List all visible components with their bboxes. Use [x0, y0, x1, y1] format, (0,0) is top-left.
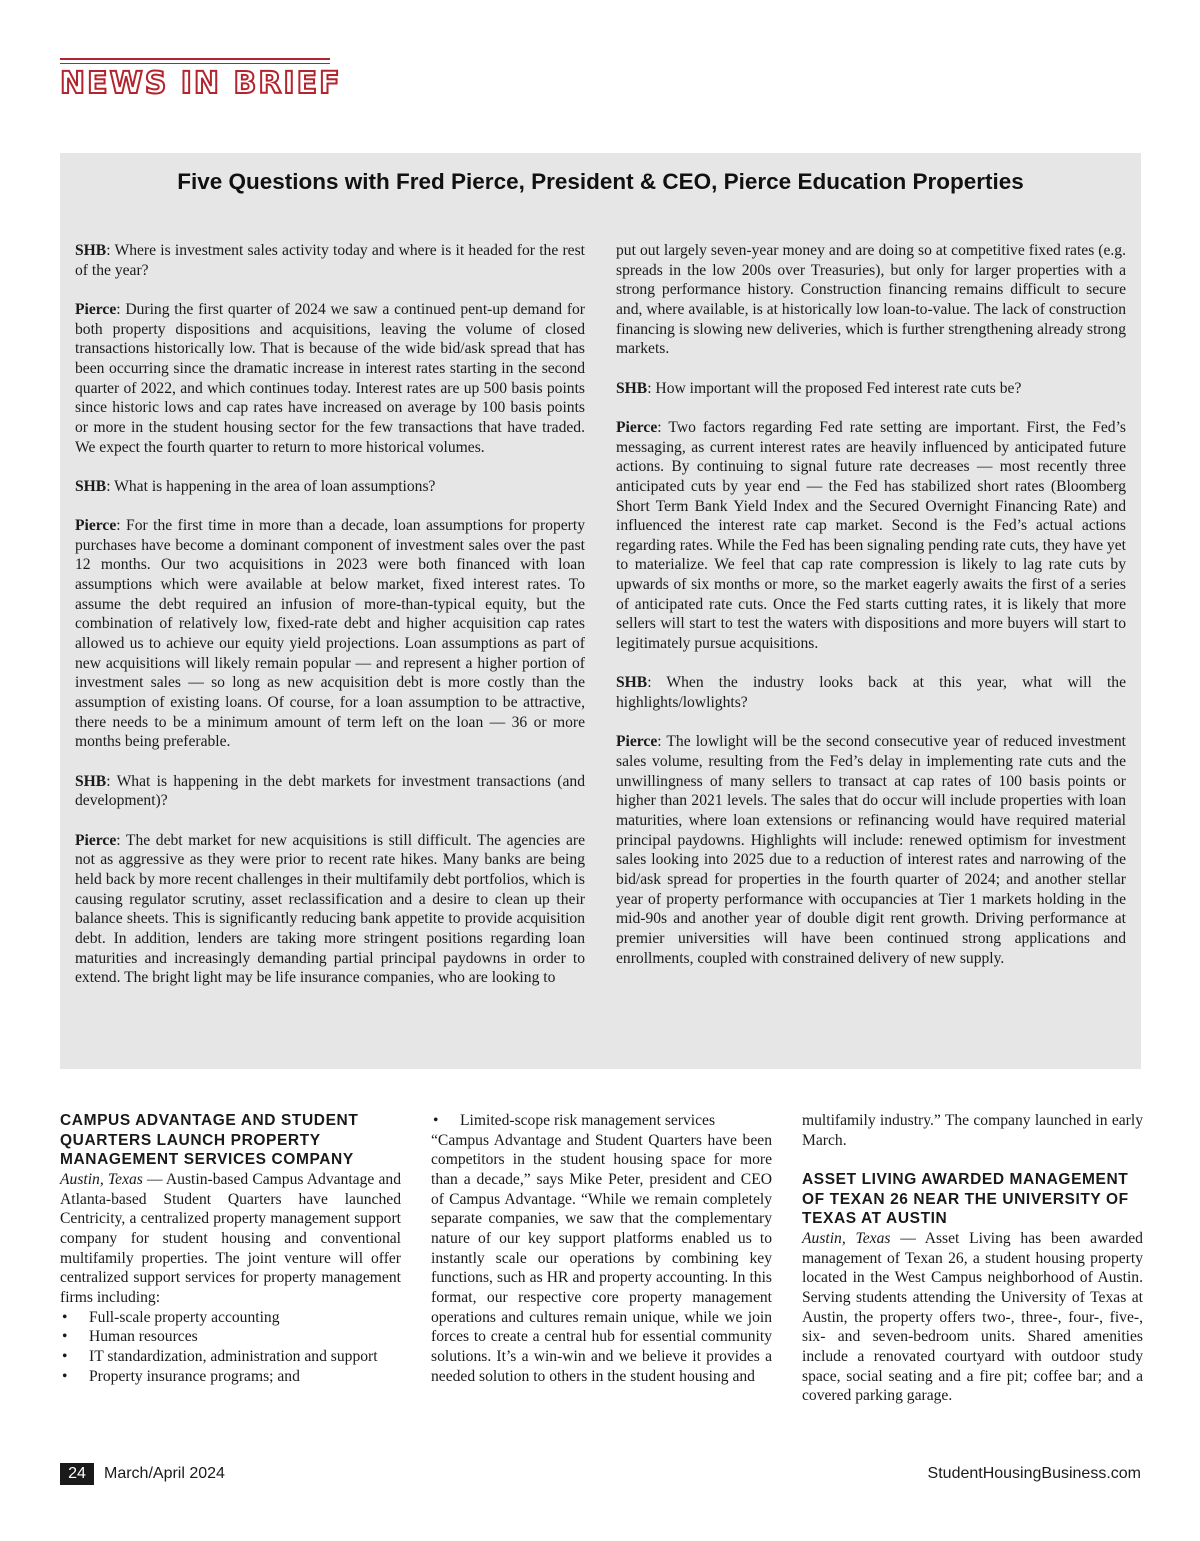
story-dateline: Austin, Texas	[802, 1229, 891, 1247]
list-item: • Limited-scope risk management services	[431, 1111, 772, 1131]
qa-paragraph	[616, 732, 1126, 968]
speaker-label: Pierce	[616, 733, 658, 751]
speaker-label: Pierce	[75, 831, 117, 849]
qa-paragraph	[75, 772, 585, 811]
qa-paragraph	[75, 516, 585, 752]
list-item: • IT standardization, administration and support	[60, 1347, 401, 1367]
qa-text: : The lowlight will be the second consecutive year of reduced investment sales volume, resulting from the Fed’s delay in implementing rate cuts and the unwillingness of many sellers to transact at cap rates of 100 basis points or higher than 2021 levels. The sales that do occur will include properties with loan maturities, where loan extensions or refinancing would have required material principal paydowns. Highlights will include: renewed optimism for investment sales looking into 2025 due to a reduction of interest rates and narrowing of the bid/ask spread for properties in the fourth quarter of 2024; and another stellar year of property performance with occupancies at Tier 1 markets holding in the mid-90s and another year of double digit rent growth. Driving performance at premier universities will have been continued strong applications and enrollments, coupled with constrained delivery of new supply.	[616, 733, 1126, 967]
qa-text: : What is happening in the debt markets for investment transactions (and development)?	[75, 772, 585, 810]
news-column-1	[60, 1111, 401, 1386]
header-rule-bottom	[60, 63, 330, 64]
story-continued: multifamily industry.” The company launched in early March.	[802, 1112, 1143, 1149]
story-body	[60, 1170, 401, 1308]
qa-text: : During the first quarter of 2024 we saw a continued pent-up demand for both property dispositions and acquisitions, leaving the volume of closed transactions historically low. That is because of the wide bid/ask spread that has been occurring since the dramatic increase in interest rates starting in the second quarter of 2022, and which continues today. Interest rates are up 500 basis points since historic lows and cap rates have increased on average by 100 basis points or more in the student housing sector for the few transactions that have traded. We expect the fourth quarter to return to more historical volumes.	[75, 300, 585, 456]
qa-left-column	[75, 241, 585, 988]
website-link[interactable]: StudentHousingBusiness.com	[927, 1465, 1141, 1482]
qa-text: : Two factors regarding Fed rate setting are important. First, the Fed’s messaging, as current interest rates are heavily influenced by anticipated future actions. By continuing to signal future rate decreases — most recently three anticipated cuts by year end — the Fed has stabilized short rates (Bloomberg Short Term Bank Yield Index and the Secured Overnight Financing Rate) and influenced the interest rate cap market. Second is the Fed’s actual actions regarding rates. While the Fed has been signaling pending rate cuts, they have yet to materialize. We feel that cap rate compression is likely to lag rate cuts by upwards of six months or more, so the market eagerly awaits the first of a series of anticipated rate cuts. Once the Fed starts cutting rates, it is likely that more sellers will start to test the waters with dispositions and more buyers will start to legitimately pursue acquisitions.	[616, 418, 1126, 653]
qa-text: : What is happening in the area of loan assumptions?	[106, 477, 436, 495]
qa-paragraph	[616, 379, 1126, 399]
page-number: 24	[60, 1463, 94, 1485]
list-item: • Human resources	[60, 1327, 401, 1347]
qa-text: : Where is investment sales activity today and where is it headed for the rest of the year?	[75, 242, 585, 279]
header-rule-top	[60, 58, 330, 60]
story-headline: CAMPUS ADVANTAGE AND STUDENT QUARTERS LAUNCH PROPERTY MANAGEMENT SERVICES COMPANY	[60, 1112, 359, 1169]
qa-text: : For the first time in more than a decade, loan assumptions for property purchases have become a dominant component of investment sales over the past 12 months. Our two acquisitions in 2023 were both financed with loan assumptions which were available at below market, fixed interest rates. To assume the debt required an infusion of more-than-typical equity, but the combination of relatively low, fixed-rate debt and higher acquisition cap rates allowed us to achieve our equity yield projections. Loan assumptions as part of new acquisitions will likely remain popular — and represent a higher portion of investment sales — so long as new acquisition debt is more costly than the assumption of existing loans. Of course, for a loan assumption to be attractive, there needs to be a minimum amount of term left on the loan — 36 or more months being preferable.	[75, 517, 585, 751]
qa-text: : How important will the proposed Fed interest rate cuts be?	[647, 379, 1022, 397]
section-title: NEWS IN BRIEF	[60, 66, 342, 101]
qa-paragraph	[616, 418, 1126, 654]
speaker-label: SHB	[616, 674, 648, 692]
speaker-label: Pierce	[75, 300, 117, 318]
speaker-label: Pierce	[75, 517, 117, 535]
story-headline: ASSET LIVING AWARDED MANAGEMENT OF TEXAN 26 NEAR THE UNIVERSITY OF TEXAS AT AUSTIN	[802, 1170, 1129, 1228]
news-column-2	[431, 1111, 772, 1386]
qa-paragraph	[75, 477, 585, 497]
story-quote: “Campus Advantage and Student Quarters have been competitors in the student housing space for more than a decade,” says Mike Peter, president and CEO of Campus Advantage. “While we remain completely separate companies, we saw that the complementary nature of our key support platforms enabled us to instantly scale our operations by combining key functions, such as HR and property accounting. In this format, our respective core property management operations and cultures remain unique, while we join forces to create a central hub for essential community solutions. It’s a win-win and we believe it provides a needed solution to others in the student housing and	[431, 1131, 772, 1385]
list-item: • Property insurance programs; and	[60, 1367, 401, 1387]
speaker-label: Pierce	[616, 418, 658, 436]
qa-paragraph	[75, 300, 585, 457]
qa-paragraph	[75, 241, 585, 280]
qa-text: put out largely seven-year money and are doing so at competitive fixed rates (e.g. spreads in the low 200s over Treasuries), but only for larger properties with a strong performance history. Construction financing remains difficult to secure and, where available, is at historically low loan-to-value. The lack of construction financing is slowing new deliveries, which is further strengthening already strong markets.	[616, 242, 1126, 358]
issue-date: March/April 2024	[104, 1465, 225, 1482]
news-column-3	[802, 1111, 1143, 1406]
story-text: — Asset Living has been awarded management of Texan 26, a student housing property located in the West Campus neighborhood of Austin. Serving students attending the University of Texas at Austin, the property offers two-, three-, four-, five-, six- and seven-bedroom units. Shared amenities include a renovated courtyard with outdoor study space, social seating and a fire pit; coffee bar; and a covered parking garage.	[802, 1229, 1143, 1405]
story-body	[802, 1229, 1143, 1406]
services-list-continued	[431, 1111, 772, 1131]
qa-paragraph	[616, 673, 1126, 712]
speaker-label: SHB	[616, 379, 648, 397]
qa-text: : The debt market for new acquisitions is still difficult. The agencies are not as aggressive as they were prior to recent rate hikes. Many banks are being held back by more recent challenges in their multifamily debt portfolios, which is causing regulator scrutiny, asset reclassification and a desire to clean up their balance sheets. This is significantly reducing bank appetite to provide acquisition debt. In addition, lenders are taking more stringent positions regarding loan maturities and increasingly demanding partial principal paydowns in order to extend. The bright light may be life insurance companies, who are looking to	[75, 831, 585, 987]
speaker-label: SHB	[75, 477, 107, 495]
qa-text: : When the industry looks back at this year, what will the highlights/lowlights?	[616, 674, 1126, 712]
qa-paragraph	[616, 241, 1126, 359]
story-text: — Austin-based Campus Advantage and Atlanta-based Student Quarters have launched Centricity, a centralized property management support company for student housing and conventional multifamily properties. The joint venture will offer centralized support services for property management firms including:	[60, 1170, 401, 1306]
qa-paragraph	[75, 831, 585, 988]
qa-sidebar-box	[60, 153, 1141, 1069]
spacer	[802, 1150, 1143, 1170]
qa-right-column	[616, 241, 1126, 968]
qa-title: Five Questions with Fred Pierce, President & CEO, Pierce Education Properties	[177, 169, 1024, 194]
services-list	[60, 1308, 401, 1387]
list-item: • Full-scale property accounting	[60, 1308, 401, 1328]
story-dateline: Austin, Texas	[60, 1170, 143, 1188]
speaker-label: SHB	[75, 772, 107, 790]
speaker-label: SHB	[75, 242, 107, 259]
